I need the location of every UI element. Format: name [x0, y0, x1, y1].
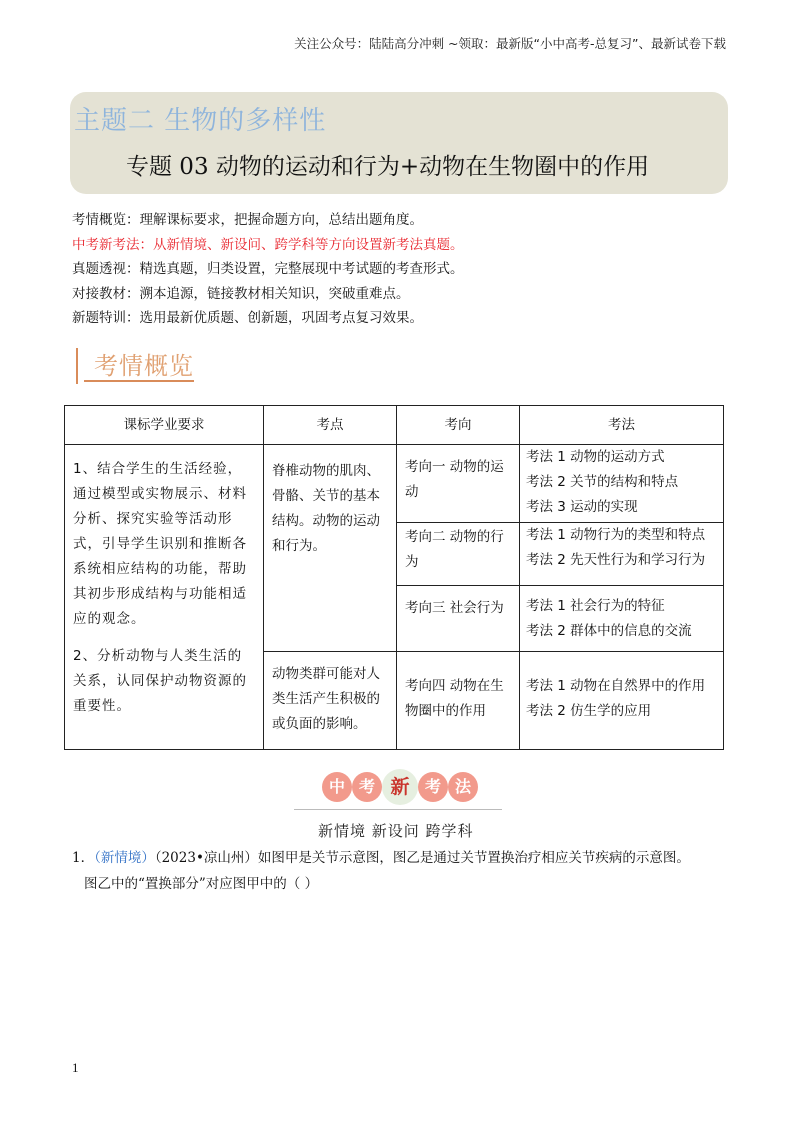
- question-text: （2023•凉山州）如图甲是关节示意图，图乙是通过关节置换治疗相应关节疾病的示意图。: [154, 850, 690, 866]
- method-cell: [520, 586, 724, 652]
- heading-mark: [76, 348, 78, 384]
- topic-title: 专题 03 动物的运动和行为+动物在生物圈中的作用: [126, 154, 650, 180]
- question-tag: （新情境）: [94, 850, 155, 866]
- overview-table: [64, 405, 724, 750]
- theme-title: 主题二 生物的多样性: [74, 106, 327, 136]
- method-item: 考法 2 先天性行为和学习行为: [526, 552, 706, 568]
- method-item: 考法 1 动物行为的类型和特点: [526, 527, 706, 543]
- method-cell: [520, 523, 724, 586]
- direction-cell: 考向四 动物在生物圈中的作用: [397, 652, 520, 750]
- method-cell: [520, 445, 724, 523]
- table-row: [65, 445, 724, 523]
- method-item: 考法 1 动物在自然界中的作用: [526, 678, 706, 694]
- method-cell: [520, 652, 724, 750]
- exam-point-cell: 脊椎动物的肌肉、骨骼、关节的基本结构。动物的运动和行为。: [264, 445, 397, 652]
- header-note: 关注公众号：陆陆高分冲刺 ~领取：最新版“小中高考-总复习”、最新试卷下载: [294, 36, 726, 51]
- direction-cell: 考向一 动物的运动: [397, 445, 520, 523]
- section-heading: [76, 342, 206, 388]
- table-header: 课标学业要求: [65, 406, 264, 445]
- method-item: 考法 2 群体中的信息的交流: [526, 623, 692, 639]
- method-item: 考法 2 仿生学的应用: [526, 703, 652, 719]
- method-item: 考法 1 动物的运动方式: [526, 449, 665, 465]
- requirement-text: 2、分析动物与人类生活的关系，认同保护动物资源的重要性。: [73, 648, 247, 714]
- table-header: 考点: [264, 406, 397, 445]
- method-item: 考法 3 运动的实现: [526, 499, 638, 515]
- question-line: 图乙中的“置换部分”对应图甲中的（ ）: [84, 876, 319, 892]
- direction-cell: 考向三 社会行为: [397, 586, 520, 652]
- exam-point-cell: 动物类群可能对人类生活产生积极的或负面的影响。: [264, 652, 397, 750]
- table-header-row: [65, 406, 724, 445]
- requirement-text: 1、结合学生的生活经验，通过模型或实物展示、材料分析、探究实验等活动形式，引导学生识别和推断各系统相应结构的功能，帮助其初步形成结构与功能相适应的观念。: [73, 461, 247, 627]
- intro-line: 真题透视：精选真题，归类设置，完整展现中考试题的考查形式。: [72, 261, 464, 277]
- table-header: 考向: [397, 406, 520, 445]
- method-item: 考法 2 关节的结构和特点: [526, 474, 679, 490]
- intro-list: [72, 208, 464, 331]
- intro-line-highlight: 中考新考法：从新情境、新设问、跨学科等方向设置新考法真题。: [72, 236, 464, 253]
- method-item: 考法 1 社会行为的特征: [526, 598, 665, 614]
- title-banner: [70, 92, 728, 194]
- badge-char: 考: [418, 772, 448, 802]
- requirement-cell: [65, 445, 264, 750]
- badge-char: 考: [352, 772, 382, 802]
- section-heading-text: 考情概览: [94, 352, 194, 380]
- intro-line: 对接教材：溯本追源，链接教材相关知识，突破重难点。: [72, 285, 410, 302]
- question-number: 1．: [72, 850, 95, 866]
- table-header: 考法: [520, 406, 724, 445]
- badge-char: 中: [322, 772, 352, 802]
- badge-subtitle: 新情境 新设问 跨学科: [318, 822, 474, 840]
- direction-cell: 考向二 动物的行为: [397, 523, 520, 586]
- heading-underline: [84, 380, 194, 382]
- page-number: 1: [72, 1060, 79, 1075]
- badge-char: 法: [448, 772, 478, 802]
- badge-char: 新: [382, 769, 418, 805]
- badge-divider: [294, 809, 502, 810]
- intro-line: 新题特训：选用最新优质题、创新题，巩固考点复习效果。: [72, 310, 423, 326]
- question-1: [72, 845, 732, 897]
- question-line: [72, 845, 732, 871]
- intro-line: 考情概览：理解课标要求，把握命题方向，总结出题角度。: [72, 212, 423, 228]
